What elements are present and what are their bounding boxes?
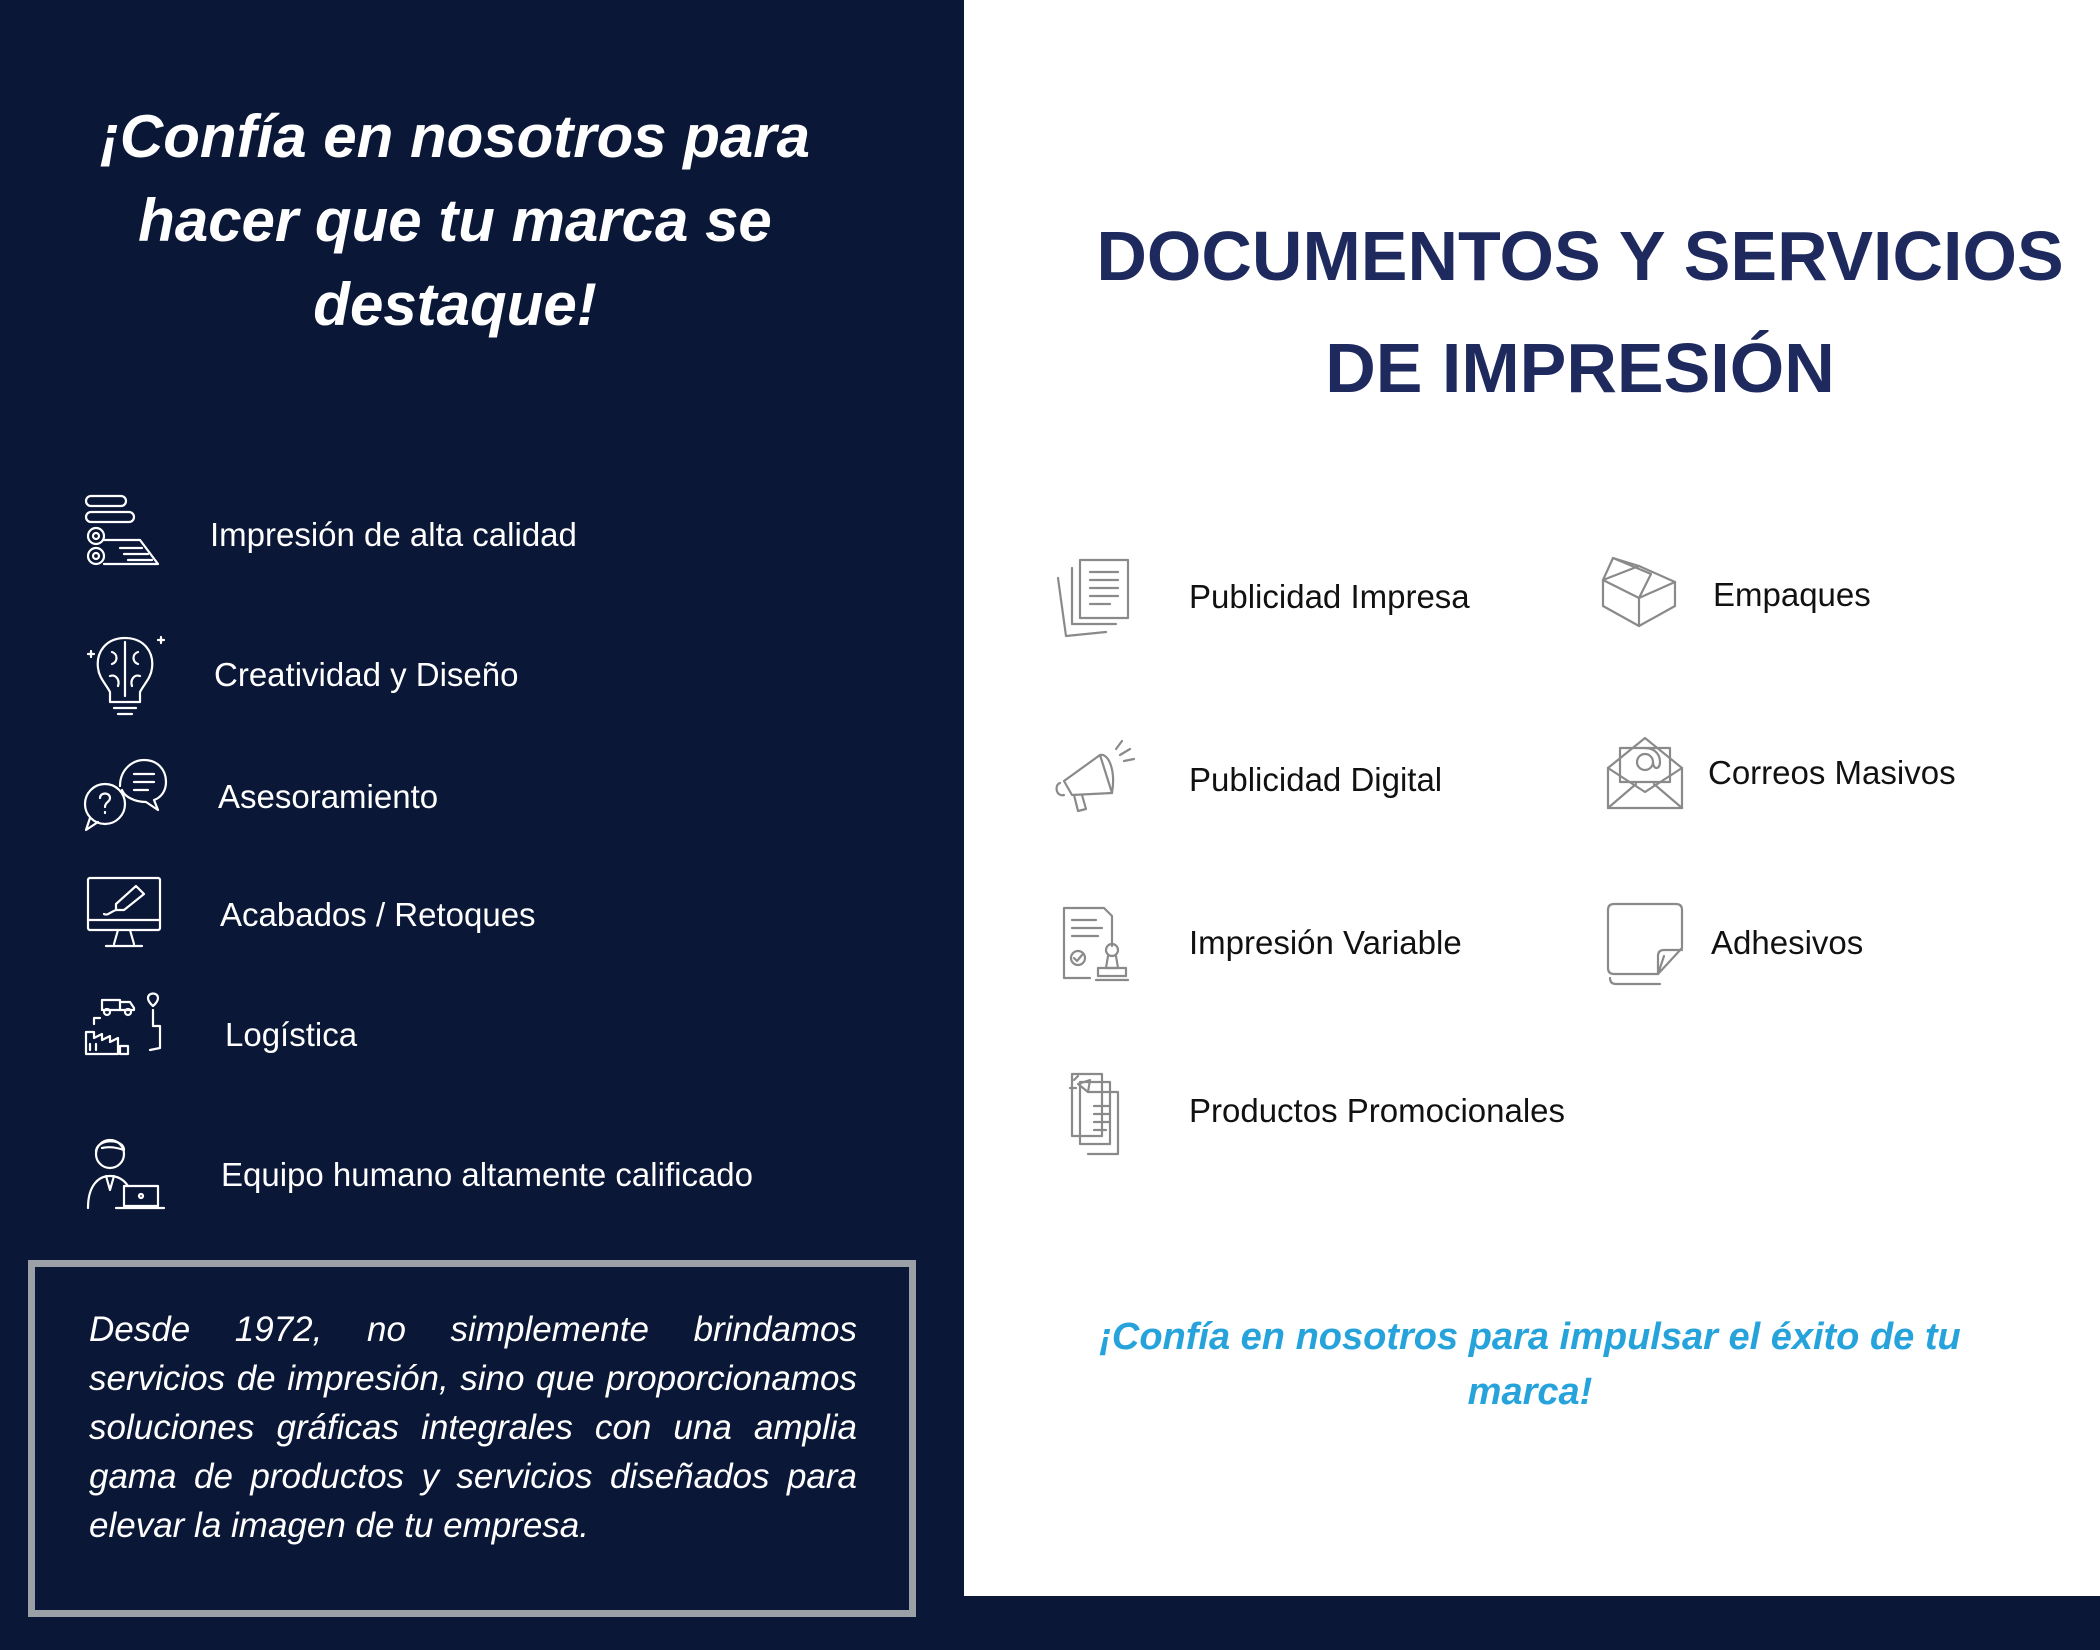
service-label: Empaques xyxy=(1713,576,1871,613)
service-label: Publicidad Impresa xyxy=(1189,578,1470,615)
factory-truck-icon xyxy=(80,990,170,1080)
feature-item-printing xyxy=(80,490,880,590)
brochures-icon xyxy=(1050,1066,1140,1156)
service-label: Adhesivos xyxy=(1711,924,1864,961)
person-laptop-icon xyxy=(80,1130,170,1220)
feature-item-logistics xyxy=(80,990,880,1090)
feature-item-creativity xyxy=(80,630,880,730)
feature-item-team xyxy=(80,1130,880,1230)
title-line-1: DOCUMENTOS Y SERVICIOS xyxy=(1096,217,2064,295)
documents-icon xyxy=(1050,552,1140,642)
title-line-2: DE IMPRESIÓN xyxy=(1325,329,1835,407)
feature-label: Creatividad y Diseño xyxy=(214,656,519,693)
headline: ¡Confía en nosotros para hacer que tu marca se destaque! xyxy=(99,103,811,338)
feature-label: Impresión de alta calidad xyxy=(210,516,577,553)
stamp-document-icon xyxy=(1050,898,1140,988)
service-label: Publicidad Digital xyxy=(1189,761,1443,798)
cta-text: ¡Confía en nosotros para impulsar el éxito de tu marca! xyxy=(1099,1316,1961,1413)
feature-label: Acabados / Retoques xyxy=(220,896,536,933)
about-box xyxy=(28,1260,916,1617)
sticker-icon xyxy=(1600,898,1690,988)
feature-label: Asesoramiento xyxy=(218,778,439,815)
brain-lightbulb-icon xyxy=(80,630,170,720)
monitor-brush-icon xyxy=(80,870,170,960)
feature-item-advice xyxy=(80,752,880,852)
chat-bubbles-icon xyxy=(80,752,170,842)
service-label: Correos Masivos xyxy=(1708,754,1956,791)
printer-rolls-icon xyxy=(80,490,170,580)
feature-item-finishing xyxy=(80,870,880,970)
feature-label: Equipo humano altamente calificado xyxy=(221,1156,754,1193)
box-icon xyxy=(1595,550,1685,640)
about-text: Desde 1972, no simplemente brindamos servicios de impresión, sino que proporcionamos soluciones gráficas integrales con una amplia gama de productos y servicios diseñados para elevar la imagen de tu empresa. xyxy=(89,1310,857,1545)
feature-label: Logística xyxy=(225,1016,358,1053)
service-label: Productos Promocionales xyxy=(1189,1092,1566,1129)
service-label: Impresión Variable xyxy=(1189,924,1462,961)
bottom-strip xyxy=(964,1596,2100,1650)
envelope-at-icon xyxy=(1600,728,1690,818)
megaphone-icon xyxy=(1050,735,1140,825)
page-title xyxy=(1080,200,2080,424)
